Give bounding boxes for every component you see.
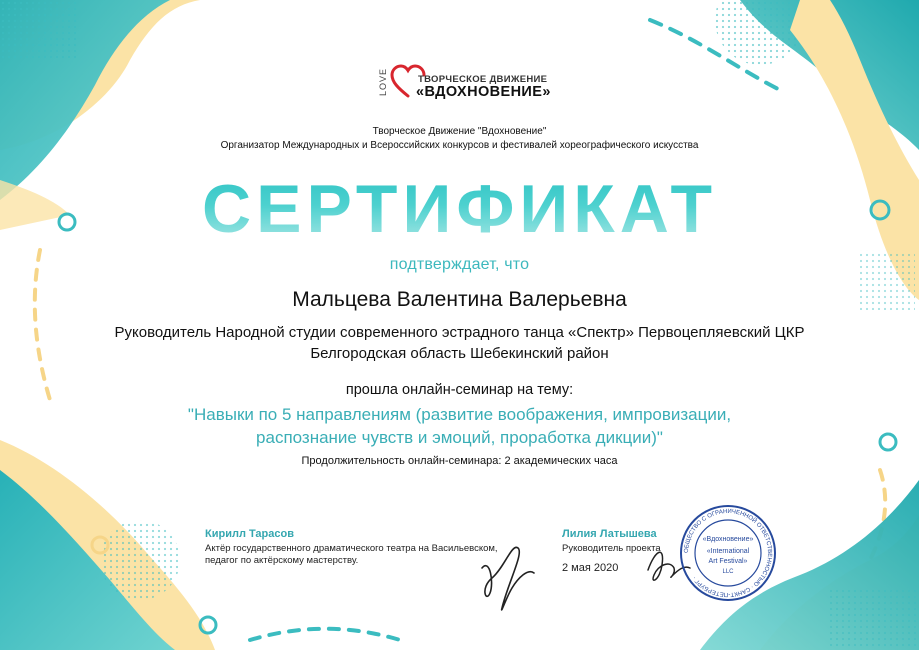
recipient-position: Руководитель Народной студии современного эстрадного танца «Спектр» Первоцепляевский ЦКР bbox=[114, 324, 805, 341]
confirms-text: подтверждает, что bbox=[389, 256, 530, 273]
recipient-name: Мальцева Валентина Валерьевна bbox=[292, 288, 627, 311]
stamp-center-line3: Art Festival» bbox=[708, 558, 748, 565]
organizer-name: Творческое Движение "Вдохновение" bbox=[372, 126, 547, 137]
top-right-dot-circle bbox=[715, 0, 805, 65]
stamp-center-line2: «International bbox=[706, 548, 750, 555]
seminar-topic-line1: "Навыки по 5 направлениям (развитие воображения, импровизации, bbox=[187, 405, 732, 424]
official-stamp bbox=[678, 503, 778, 603]
left-signature bbox=[472, 528, 542, 618]
seminar-intro: прошла онлайн-семинар на тему: bbox=[345, 382, 574, 398]
logo-main-text: «ВДОХНОВЕНИЕ» bbox=[416, 84, 551, 100]
left-signatory-role bbox=[205, 543, 505, 567]
logo-top-text: ТВОРЧЕСКОЕ ДВИЖЕНИЕ bbox=[418, 74, 548, 85]
right-signatory-role: Руководитель проекта bbox=[562, 543, 661, 554]
bottom-left-dot-circle bbox=[100, 520, 180, 600]
bottom-left-dashed-arc bbox=[250, 629, 400, 640]
right-signatory-name: Лилия Латышева bbox=[562, 528, 657, 540]
certificate-title: СЕРТИФИКАТ bbox=[0, 170, 919, 248]
bottom-right-dot-pattern bbox=[830, 590, 919, 650]
logo bbox=[378, 64, 551, 104]
recipient-region: Белгородская область Шебекинский район bbox=[310, 345, 609, 362]
issue-date: 2 мая 2020 bbox=[562, 562, 619, 574]
left-signatory-name: Кирилл Тарасов bbox=[205, 528, 294, 540]
seminar-duration: Продолжительность онлайн-семинара: 2 академических часа bbox=[301, 455, 618, 467]
stamp-ring-text: ОБЩЕСТВО С ОГРАНИЧЕННОЙ ОТВЕТСТВЕННОСТЬЮ · САНКТ-ПЕТЕРБУРГ · bbox=[683, 508, 773, 598]
left-signatory-role-line2: педагог по актёрскому мастерству. bbox=[205, 555, 359, 566]
left-signatory-role-line1: Актёр государственного драматического театра на Васильевском, bbox=[205, 543, 498, 554]
stamp-center-line4: LLC bbox=[722, 569, 734, 575]
organizer-description: Организатор Международных и Всероссийских конкурсов и фестивалей хореографического искусства bbox=[220, 140, 699, 151]
stamp-center-line1: «Вдохновение» bbox=[702, 536, 754, 543]
top-left-dot-pattern bbox=[0, 0, 80, 60]
logo-vertical-text: LOVE bbox=[378, 68, 388, 97]
seminar-topic-line2: распознание чувств и эмоций, проработка дикции)" bbox=[256, 428, 663, 447]
